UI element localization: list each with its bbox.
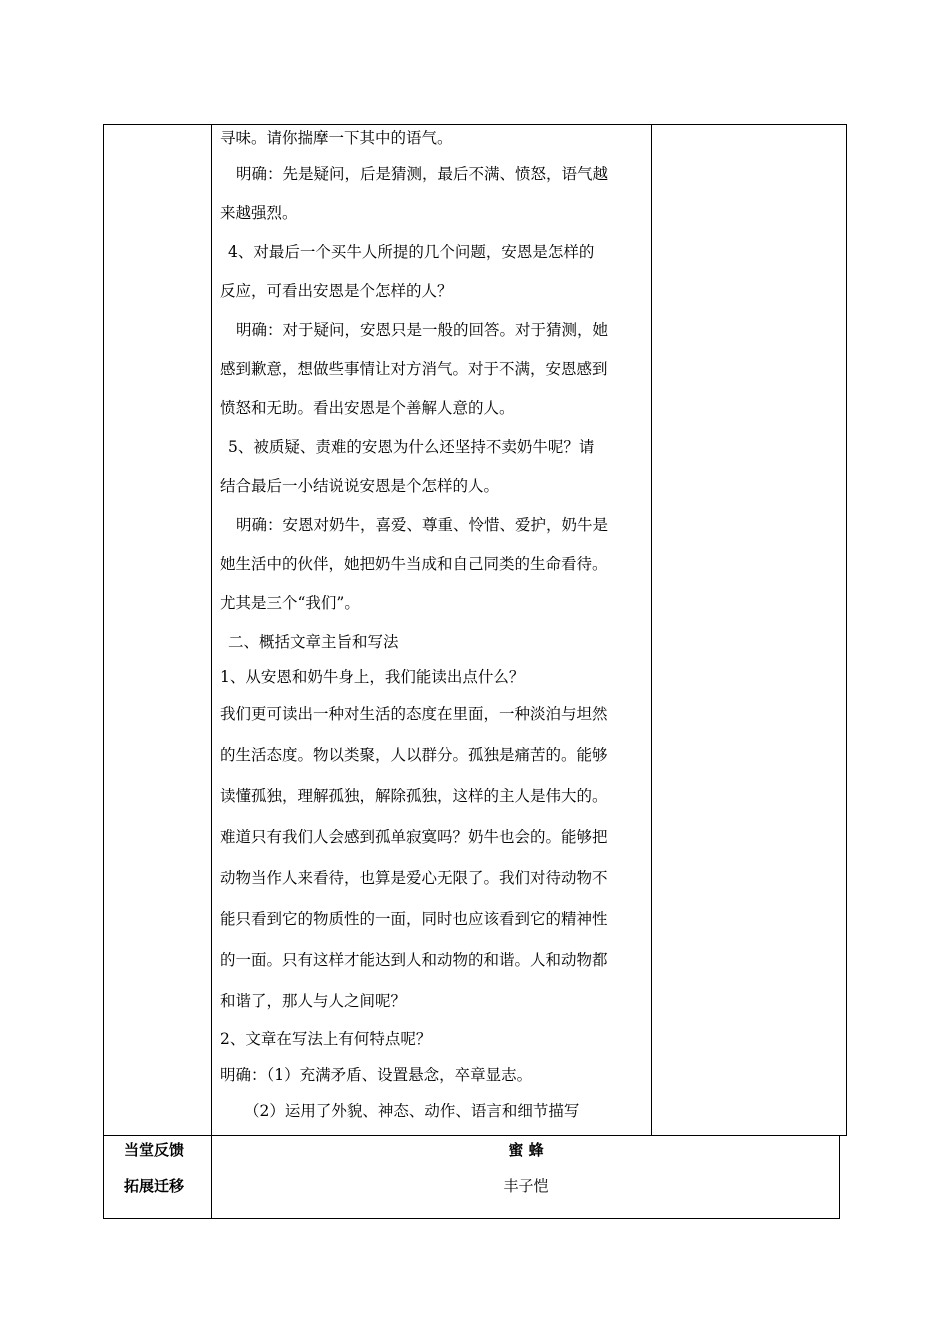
text-line: 读懂孤独，理解孤独，解除孤独，这样的主人是伟大的。 [220, 787, 608, 805]
text-line: 愤怒和无助。看出安恩是个善解人意的人。 [220, 399, 515, 417]
row-divider [103, 1135, 847, 1136]
text-line: 来越强烈。 [220, 204, 298, 222]
table-left-border [103, 124, 104, 1219]
text-line: 5、被质疑、责难的安恩为什么还坚持不卖奶牛呢？请 [228, 438, 595, 456]
text-line: 她生活中的伙伴，她把奶牛当成和自己同类的生命看待。 [220, 555, 608, 573]
text-line: 的生活态度。物以类聚，人以群分。孤独是痛苦的。能够 [220, 746, 608, 764]
text-line: 明确：对于疑问，安恩只是一般的回答。对于猜测，她 [236, 321, 609, 339]
feedback-label-line2: 拓展迁移 [124, 1177, 185, 1195]
section-heading: 二、概括文章主旨和写法 [228, 633, 399, 651]
table-top-border [103, 124, 847, 125]
text-line: 明确：先是疑问，后是猜测，最后不满、愤怒，语气越 [236, 165, 609, 183]
text-line: 难道只有我们人会感到孤单寂寞吗？奶牛也会的。能够把 [220, 828, 608, 846]
text-line: （2）运用了外貌、神态、动作、语言和细节描写 [244, 1102, 580, 1120]
text-line: 动物当作人来看待，也算是爱心无限了。我们对待动物不 [220, 869, 608, 887]
table-bottom-border [103, 1218, 840, 1219]
table-right-border-upper [846, 124, 847, 1135]
column-divider-2 [651, 124, 652, 1135]
text-line: 结合最后一小结说说安恩是个怎样的人。 [220, 477, 500, 495]
text-line: 能只看到它的物质性的一面，同时也应该看到它的精神性 [220, 910, 608, 928]
column-divider-1 [211, 124, 212, 1219]
text-line: 和谐了，那人与人之间呢？ [220, 992, 407, 1010]
text-line: 寻味。请你揣摩一下其中的语气。 [220, 129, 453, 147]
text-line: 4、对最后一个买牛人所提的几个问题，安恩是怎样的 [228, 243, 595, 261]
text-line: 明确：（1）充满矛盾、设置悬念，卒章显志。 [220, 1066, 533, 1084]
text-line: 1、从安恩和奶牛身上，我们能读出点什么？ [220, 668, 525, 686]
text-line: 感到歉意，想做些事情让对方消气。对于不满，安恩感到 [220, 360, 608, 378]
text-line: 我们更可读出一种对生活的态度在里面，一种淡泊与坦然 [220, 705, 608, 723]
poem-title: 蜜 蜂 [508, 1141, 544, 1159]
poem-author: 丰子恺 [503, 1177, 549, 1195]
text-line: 2、文章在写法上有何特点呢？ [220, 1030, 432, 1048]
text-line: 明确：安恩对奶牛，喜爱、尊重、怜惜、爱护，奶牛是 [236, 516, 609, 534]
text-line: 的一面。只有这样才能达到人和动物的和谐。人和动物都 [220, 951, 608, 969]
text-line: 反应，可看出安恩是个怎样的人？ [220, 282, 453, 300]
feedback-label-line1: 当堂反馈 [124, 1141, 185, 1159]
text-line: 尤其是三个“我们”。 [220, 594, 360, 612]
